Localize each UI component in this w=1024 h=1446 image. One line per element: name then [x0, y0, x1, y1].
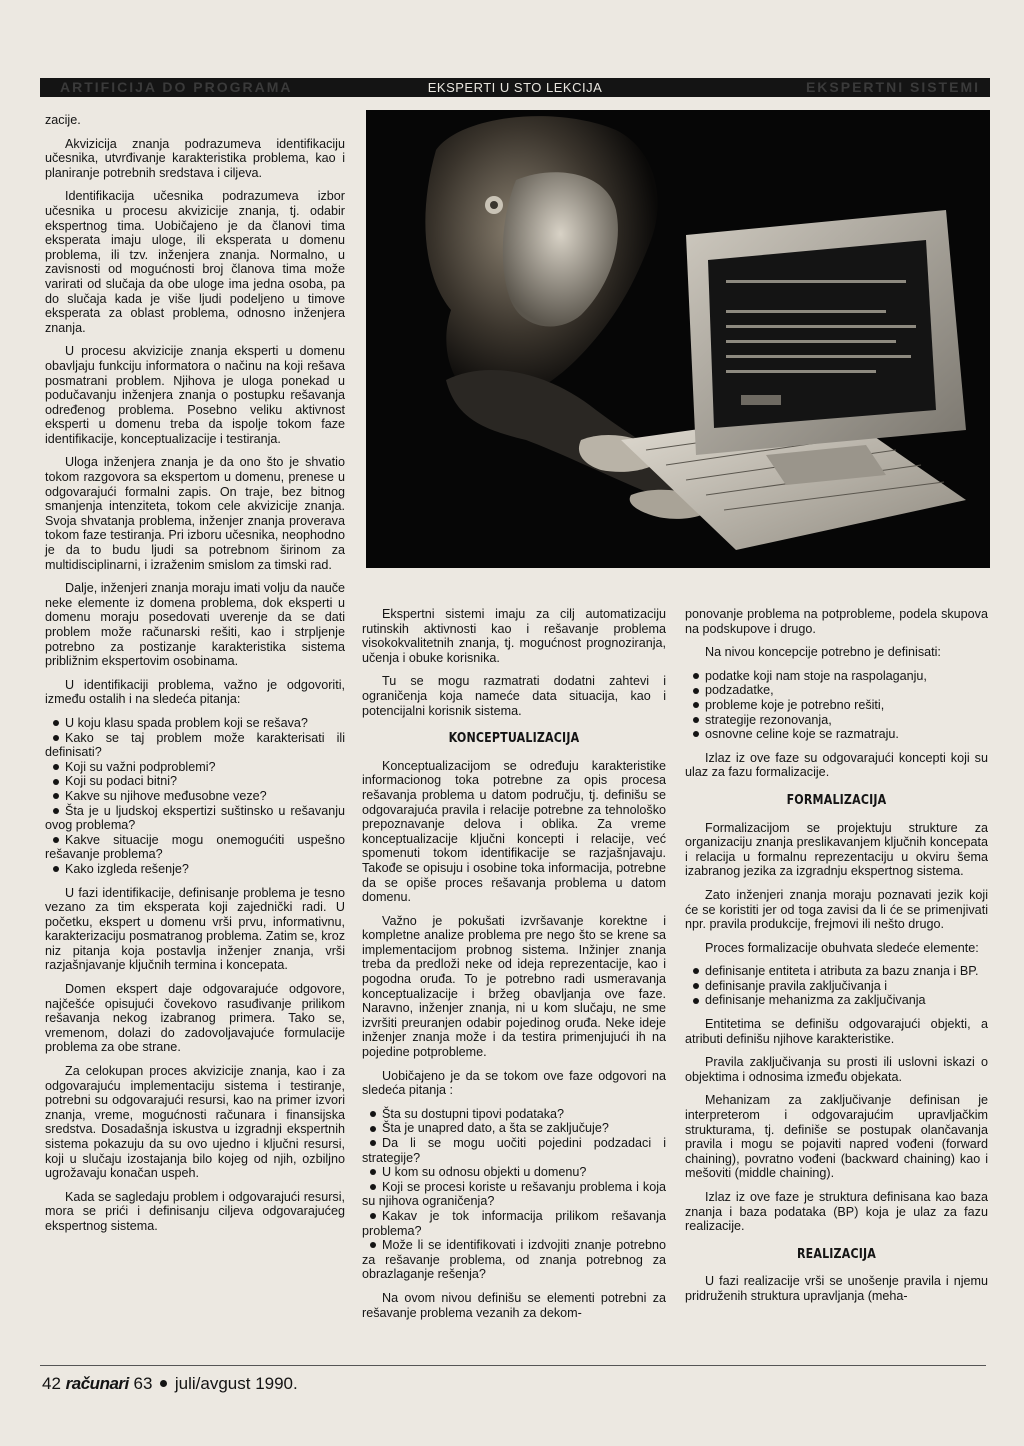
footer-rule	[40, 1365, 986, 1366]
paragraph: Akvizicija znanja podrazumeva identifikaciju učesnika, utvrđivanje karakteristika problema, kao i planiranje potrebnih sredstava i ciljeva.	[45, 136, 345, 180]
list-item: definisanje pravila zaključivanja i	[685, 979, 988, 994]
section-heading-realizacija: REALIZACIJA	[796, 1246, 877, 1262]
list-item: strategije rezonovanja,	[685, 713, 988, 728]
paragraph: zacije.	[45, 113, 81, 127]
section-heading-formalizacija: FORMALIZACIJA	[786, 792, 887, 808]
question-list	[362, 1107, 666, 1282]
list-item: Kakve situacije mogu onemogućiti uspešno rešavanje problema?	[45, 832, 345, 862]
bullet-icon	[53, 735, 59, 741]
bullet-icon	[53, 808, 59, 814]
paragraph: U fazi realizacije vrši se unošenje pravila i njemu pridruženih struktura upravljanja (meha-	[685, 1274, 988, 1303]
paragraph: Uobičajeno je da se tokom ove faze odgovori na sledeća pitanja :	[362, 1068, 666, 1098]
article-column-right	[685, 607, 988, 1313]
photo-illustration	[366, 110, 990, 568]
list-item: definisanje mehanizma za zaključivanja	[685, 993, 988, 1008]
bullet-icon	[53, 764, 59, 770]
list-item: U kom su odnosu objekti u domenu?	[362, 1165, 666, 1180]
list-item: Može li se identifikovati i izdvojiti znanje potrebno za rešavanje problema, od znanja potrebnog za obrazlaganje rešenja?	[362, 1238, 666, 1282]
bullet-icon	[370, 1242, 376, 1248]
list-item: Da li se mogu uočiti pojedini podzadaci i strategije?	[362, 1136, 666, 1165]
list-item: Šta su dostupni tipovi podataka?	[362, 1107, 666, 1122]
paragraph: Ekspertni sistemi imaju za cilj automatizaciju rutinskih aktivnosti kao i rešavanje problema visokokvalitetnih znanja, tj. mogućnost prognoziranja, učenja i obuke korisnika.	[362, 607, 666, 665]
list-item: U koju klasu spada problem koji se rešava?	[45, 716, 345, 731]
list-item: Kakve su njihove međusobne veze?	[45, 789, 345, 804]
bullet-icon	[693, 717, 699, 723]
section-header-bar	[40, 78, 990, 97]
list-item: definisanje entiteta i atributa za bazu znanja i BP.	[685, 964, 988, 979]
paragraph: Proces formalizacije obuhvata sledeće elemente:	[705, 940, 979, 955]
section-heading-konceptualizacija: KONCEPTUALIZACIJA	[448, 731, 580, 747]
list-item: Šta je u ljudskoj ekspertizi suštinsko u rešavanju ovog problema?	[45, 803, 345, 833]
formalization-list	[685, 964, 988, 1008]
bullet-icon	[693, 731, 699, 737]
paragraph: Mehanizam za zaključivanje definisan je interpreterom i odgovarajućim upravljačkim strukturama, tj. definiše se postupak olančavanja pravila i mogu se pojaviti napred vođeni (forward chaining), povratno vođeni (backward chaining) kao i mešoviti (middle chaining).	[685, 1093, 988, 1181]
list-item: Kako se taj problem može karakterisati ili definisati?	[45, 730, 345, 760]
paragraph: Izlaz iz ove faze je struktura definisana kao baza znanja i baza podataka (BP) koja je ulaz za fazu realizacije.	[685, 1190, 988, 1234]
paragraph: U identifikaciji problema, važno je odgovoriti, između ostalih i na sledeća pitanja:	[45, 677, 345, 707]
paragraph: Zato inženjeri znanja moraju poznavati jezik koji će se koristiti jer od toga zavisi da li će se primenjivati npr. pravila produkcije, frejmovi ili nešto drugo.	[685, 887, 988, 932]
header-right-ghost-text: EKSPERTNI SISTEMI	[805, 79, 980, 95]
paragraph: Pravila zaključivanja su prosti ili uslovni iskazi o objektima i odnosima između objekata.	[685, 1055, 988, 1084]
paragraph: Entitetima se definišu odgovarajući objekti, a atributi definišu njihove karakteristike.	[685, 1017, 988, 1046]
paragraph: Važno je pokušati izvršavanje korektne i kompletne analize problema pre nego što se krene sa implementacijom probnog sistema. Inžinjer znanja treba da predloži neke od ideja reprezentacije, kao i pogodna oruđa. To je potrebno radi usmeravanja konceptualizacije i bržeg obavljanja ove faze. Naravno, inženjer znanja, ni u kom slučaju, ne sme izvršiti preuranjen odabir pojedinog oruđa. Neke ideje inženjer znanja može i da testira primenjujući ih na pojedine potprobleme.	[362, 913, 666, 1060]
list-item: Koji su važni podproblemi?	[45, 760, 345, 775]
photo-woman-at-computer	[366, 110, 990, 568]
paragraph: Kada se sagledaju problem i odgovarajući resursi, mora se prići i definisanju ciljeva odgovarajućeg ekspertnog sistema.	[45, 1189, 345, 1233]
paragraph: Dalje, inženjeri znanja moraju imati volju da nauče neke elemente iz domena problema, dok eksperti u domenu moraju posedovati uverenje da se dati problem može računarski rešiti, kao i strpljenje potrebno za postizanje karakteristika sistema približnim ekspertovim osobinama.	[45, 581, 346, 669]
bullet-icon	[693, 998, 699, 1004]
list-item: podatke koji nam stoje na raspolaganju,	[685, 669, 988, 684]
page-footer	[42, 1373, 298, 1395]
paragraph: U procesu akvizicije znanja eksperti u domenu obavljaju funkciju informatora o načinu na koji rešava posmatrani problem. Njihova je uloga ponekad u podučavanju inženjera znanja o postupku rešavanja određenog problema. Posebno veliku aktivnost eksperti u domenu treba da ispolje tokom faze identifikacije, konceptualizacije i testiranja.	[45, 344, 345, 446]
bullet-icon	[370, 1126, 376, 1132]
paragraph: Formalizacijom se projektuju strukture za organizaciju znanja preslikavanjem ključnih koncepata i relacija u formalnu reprezentaciju u okviru šema izabranog jezika za izgradnju ekspertnog sistema.	[685, 820, 988, 879]
bullet-icon	[370, 1140, 376, 1146]
list-item: podzadatke,	[685, 683, 988, 698]
bullet-icon	[160, 1380, 167, 1387]
bullet-icon	[370, 1111, 376, 1117]
bullet-icon	[693, 983, 699, 989]
list-item: Kako izgleda rešenje?	[45, 862, 345, 877]
list-item: Koji su podaci bitni?	[45, 774, 345, 789]
list-item: Kakav je tok informacija prilikom rešavanja problema?	[362, 1208, 666, 1238]
bullet-icon	[53, 720, 59, 726]
paragraph: Uloga inženjera znanja je da ono što je shvatio tokom razgovora sa ekspertom u domenu, prenese u odgovarajući formalni zapis. On traje, bez bitnog smanjenja intenziteta, tokom cele akvizicije znanja. Svoja shvatanja problema, inženjer znanja proverava tokom faze testiranja. Pri izboru učesnika, neophodno je da to budu ljudi sa potrebnom širinom za multidisciplinarni, i izraženim smislom za timski rad.	[45, 455, 345, 572]
bullet-icon	[53, 793, 59, 799]
list-item: Šta je unapred dato, a šta se zaključuje?	[362, 1121, 666, 1136]
header-left-ghost-text: ARTIFICIJA DO PROGRAMA	[60, 79, 293, 95]
paragraph: Tu se mogu razmatrati dodatni zahtevi i ograničenja koja nameće data situacija, kao i potencijalni korisnik sistema.	[362, 674, 666, 718]
paragraph: U fazi identifikacije, definisanje problema je tesno vezano za tim eksperata koji zajednički radi. U početku, ekspert u domenu vrši prvu, informativnu, karakterizaciju posmatranog problema. Zatim se, kroz niz pitanja koja postavlja inženjer znanja, vrši razjašnjavanje ključnih termina i koncepata.	[45, 885, 345, 973]
section-header-title: EKSPERTI U STO LEKCIJA	[427, 80, 603, 95]
paragraph: Za celokupan proces akvizicije znanja, kao i za odgovarajuću implementaciju sistema i testiranje, potrebni su odgovarajući resursi, kao na primer izvori znanja, vreme, mogućnosti računara i finansijska sredstva. Dosadašnja iskustva u izgradnji ekspertnih sistema pokazuju da su ovo ujedno i ključni resursi, koji u slučaju izostajanja bilo kojeg od njih, ozbiljno ugrožavaju konačan uspeh.	[45, 1064, 345, 1181]
list-item: osnovne celine koje se razmatraju.	[685, 727, 988, 742]
bullet-icon	[370, 1184, 376, 1190]
paragraph: Domen ekspert daje odgovarajuće odgovore, najčešće opisujući čovekovo rasuđivanje prilikom rešavanja nekog izabranog primera. Tako se, vremenom, dolazi do zadovoljavajuće formulacije problema za obe strane.	[45, 982, 345, 1055]
bullet-icon	[693, 702, 699, 708]
bullet-icon	[53, 837, 59, 843]
question-list	[45, 716, 345, 877]
issue-number: 63	[133, 1374, 153, 1393]
paragraph: Izlaz iz ove faze su odgovarajući koncepti koji su ulaz za fazu formalizacije.	[685, 750, 988, 780]
bullet-icon	[693, 673, 699, 679]
paragraph: Identifikacija učesnika podrazumeva izbor učesnika u procesu akvizicije znanja, tj. odabir ekspertnog tima. Uobičajeno je da članovi tima eksperata imaju uloge, ili eksperata u domenu problema, ili tzv. inženjera znanja. Normalno, u zavisnosti od mogućnosti broj članova tima može varirati od slučaja da obe uloge ima jedna osoba, pa do slučaja kada je više ljudi podeljeno u timove eksperata za oblast problema, odnosno inženjera znanja.	[45, 189, 345, 335]
article-column-middle	[362, 607, 666, 1329]
bullet-icon	[693, 688, 699, 694]
issue-date: juli/avgust 1990.	[174, 1374, 298, 1393]
paragraph: Konceptualizacijom se određuju karakteristike informacionog toka potrebne za opis procesa rešavanja problema u datom području, tj. definišu se odgovarajuća pravila i relacije potrebne za tehnološko prepoznavanje delova i oblika. Za vreme konceptualizacije ključni koncepti i relacije, već spomenuti tokom identifikacije se razjašnjavaju. Takođe se opisuju i osobine toka informacija, potrebne da se opiše proces rešavanja problema u datom domenu.	[362, 758, 666, 905]
list-item: probleme koje je potrebno rešiti,	[685, 698, 988, 713]
bullet-icon	[53, 779, 59, 785]
bullet-icon	[370, 1169, 376, 1175]
bullet-icon	[693, 968, 699, 974]
magazine-brand: računari	[65, 1374, 129, 1393]
paragraph: ponovanje problema na potprobleme, podela skupova na podskupove i drugo.	[685, 607, 988, 636]
paragraph: Na ovom nivou definišu se elementi potrebni za rešavanje problema vezanih za dekom-	[362, 1290, 666, 1320]
bullet-icon	[53, 866, 59, 872]
paragraph: Na nivou koncepcije potrebno je definisati:	[705, 645, 941, 660]
article-column-left	[45, 113, 345, 1243]
list-item: Koji se procesi koriste u rešavanju problema i koja su njihova ograničenja?	[362, 1179, 666, 1209]
page-number: 42	[42, 1374, 61, 1393]
bullet-icon	[370, 1213, 376, 1219]
concept-list	[685, 669, 988, 742]
